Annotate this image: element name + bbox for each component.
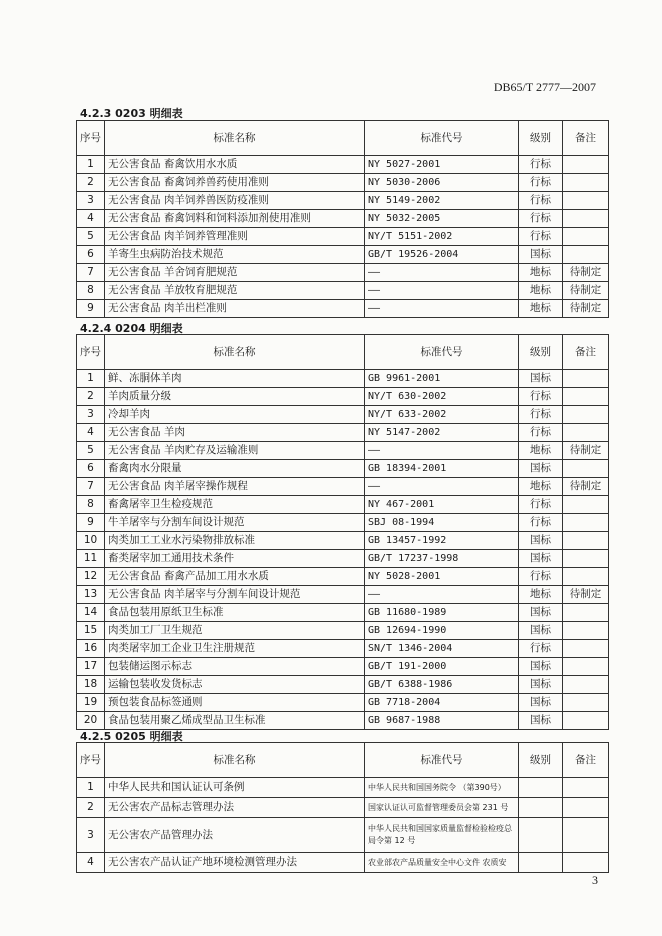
cell-seq: 14 [77,604,105,622]
header-seq: 序号 [77,121,105,156]
table-row [77,532,609,550]
cell-remark [563,192,609,210]
cell-remark: 待制定 [563,478,609,496]
cell-level: 国标 [519,460,563,478]
cell-level: 国标 [519,712,563,730]
cell-seq: 2 [77,174,105,192]
cell-remark: 待制定 [563,442,609,460]
cell-remark [563,622,609,640]
cell-code: NY/T 630-2002 [365,388,519,406]
cell-level: 地标 [519,300,563,318]
table-row [77,282,609,300]
table-row [77,514,609,532]
cell-level: 国标 [519,604,563,622]
table-row [77,192,609,210]
cell-seq: 4 [77,853,105,873]
cell-name: 无公害食品 肉羊饲养管理准则 [105,228,365,246]
cell-seq: 5 [77,442,105,460]
cell-code: —— [365,442,519,460]
cell-code: NY 5032-2005 [365,210,519,228]
cell-level: 地标 [519,282,563,300]
cell-code: SN/T 1346-2004 [365,640,519,658]
cell-code: —— [365,282,519,300]
cell-level: 地标 [519,442,563,460]
cell-name: 鲜、冻胴体羊肉 [105,370,365,388]
cell-seq: 11 [77,550,105,568]
cell-name: 无公害食品 畜禽饲料和饲料添加剂使用准则 [105,210,365,228]
cell-name: 肉类屠宰加工企业卫生注册规范 [105,640,365,658]
cell-seq: 6 [77,246,105,264]
cell-seq: 7 [77,264,105,282]
cell-level: 行标 [519,228,563,246]
cell-code: GB 12694-1990 [365,622,519,640]
section-title-0203: 4.2.3 0203 明细表 [80,107,183,120]
table-row [77,300,609,318]
cell-seq: 3 [77,818,105,853]
table-row [77,370,609,388]
section-title-0205: 4.2.5 0205 明细表 [80,730,183,743]
cell-name: 预包装食品标签通则 [105,694,365,712]
cell-name: 无公害食品 畜禽饮用水水质 [105,156,365,174]
cell-seq: 2 [77,388,105,406]
header-name: 标准名称 [105,335,365,370]
cell-name: 中华人民共和国认证认可条例 [105,778,365,798]
cell-remark [563,568,609,586]
header-name: 标准名称 [105,743,365,778]
cell-name: 畜禽肉水分限量 [105,460,365,478]
cell-seq: 4 [77,210,105,228]
table-row [77,478,609,496]
cell-seq: 20 [77,712,105,730]
cell-level: 国标 [519,246,563,264]
cell-code: NY/T 633-2002 [365,406,519,424]
cell-seq: 19 [77,694,105,712]
table-row [77,228,609,246]
cell-level: 国标 [519,370,563,388]
table-header-row [77,121,609,156]
table-row [77,694,609,712]
table-row [77,818,609,853]
cell-name: 羊寄生虫病防治技术规范 [105,246,365,264]
cell-remark: 待制定 [563,282,609,300]
cell-level: 行标 [519,640,563,658]
cell-name: 肉类加工工业水污染物排放标准 [105,532,365,550]
cell-code: GB/T 17237-1998 [365,550,519,568]
header-remark: 备注 [563,335,609,370]
cell-name: 无公害食品 畜禽产品加工用水水质 [105,568,365,586]
cell-name: 肉类加工厂卫生规范 [105,622,365,640]
cell-code: GB/T 191-2000 [365,658,519,676]
table-row [77,424,609,442]
cell-name: 畜类屠宰加工通用技术条件 [105,550,365,568]
cell-level: 地标 [519,586,563,604]
cell-remark [563,604,609,622]
cell-name: 无公害食品 肉羊屠宰与分割车间设计规范 [105,586,365,604]
cell-seq: 16 [77,640,105,658]
cell-level: 行标 [519,156,563,174]
table-row [77,658,609,676]
table-0205 [76,742,609,873]
cell-name: 无公害食品 肉羊出栏准则 [105,300,365,318]
cell-code: —— [365,300,519,318]
cell-level: 行标 [519,568,563,586]
cell-remark [563,778,609,798]
cell-seq: 7 [77,478,105,496]
cell-code: NY 5147-2002 [365,424,519,442]
section-title-0204: 4.2.4 0204 明细表 [80,322,183,335]
table-row [77,622,609,640]
cell-remark [563,174,609,192]
table-header-row [77,335,609,370]
cell-name: 牛羊屠宰与分割车间设计规范 [105,514,365,532]
cell-remark [563,853,609,873]
table-row [77,853,609,873]
cell-code: 中华人民共和国国务院令 （第390号） [365,778,519,798]
cell-name: 无公害农产品标志管理办法 [105,798,365,818]
cell-code: NY 5030-2006 [365,174,519,192]
table-row [77,174,609,192]
table-row [77,210,609,228]
cell-code: —— [365,478,519,496]
cell-level [519,853,563,873]
table-row [77,264,609,282]
table-row [77,640,609,658]
cell-code: GB 13457-1992 [365,532,519,550]
cell-seq: 12 [77,568,105,586]
cell-remark: 待制定 [563,264,609,282]
cell-seq: 1 [77,156,105,174]
cell-level: 行标 [519,174,563,192]
cell-seq: 9 [77,300,105,318]
cell-level: 地标 [519,264,563,282]
header-remark: 备注 [563,121,609,156]
cell-level [519,798,563,818]
cell-level: 行标 [519,388,563,406]
cell-level: 行标 [519,514,563,532]
cell-level: 行标 [519,192,563,210]
cell-remark [563,388,609,406]
cell-name: 包装储运图示标志 [105,658,365,676]
cell-code: —— [365,586,519,604]
cell-seq: 4 [77,424,105,442]
cell-name: 食品包装用原纸卫生标准 [105,604,365,622]
cell-remark [563,550,609,568]
cell-seq: 15 [77,622,105,640]
cell-remark [563,460,609,478]
header-code: 标准代号 [365,335,519,370]
table-header-row [77,743,609,778]
table-row [77,676,609,694]
cell-remark [563,424,609,442]
cell-name: 无公害食品 肉羊饲养兽医防疫准则 [105,192,365,210]
cell-remark [563,640,609,658]
cell-seq: 3 [77,192,105,210]
cell-level: 国标 [519,550,563,568]
cell-name: 冷却羊肉 [105,406,365,424]
table-row [77,388,609,406]
cell-code: 国家认证认可监督管理委员会第 231 号 [365,798,519,818]
header-code: 标准代号 [365,121,519,156]
cell-code: NY 5028-2001 [365,568,519,586]
header-name: 标准名称 [105,121,365,156]
cell-seq: 18 [77,676,105,694]
cell-level: 行标 [519,406,563,424]
table-row [77,712,609,730]
cell-level: 地标 [519,478,563,496]
cell-seq: 3 [77,406,105,424]
cell-level [519,778,563,798]
cell-name: 食品包装用聚乙烯成型品卫生标准 [105,712,365,730]
cell-seq: 9 [77,514,105,532]
table-row [77,442,609,460]
cell-name: 羊肉质量分级 [105,388,365,406]
cell-remark: 待制定 [563,586,609,604]
cell-remark [563,676,609,694]
cell-code: 农业部农产品质量安全中心文件 农质安 [365,853,519,873]
cell-remark [563,514,609,532]
cell-remark: 待制定 [563,300,609,318]
cell-level [519,818,563,853]
cell-remark [563,210,609,228]
cell-name: 无公害食品 羊放牧育肥规范 [105,282,365,300]
cell-code: NY/T 5151-2002 [365,228,519,246]
cell-name: 无公害食品 羊肉 [105,424,365,442]
cell-level: 国标 [519,676,563,694]
cell-remark [563,370,609,388]
cell-seq: 17 [77,658,105,676]
cell-name: 无公害食品 肉羊屠宰操作规程 [105,478,365,496]
cell-remark [563,496,609,514]
table-row [77,246,609,264]
cell-level: 国标 [519,658,563,676]
cell-level: 国标 [519,532,563,550]
cell-name: 无公害农产品管理办法 [105,818,365,853]
cell-remark [563,818,609,853]
cell-remark [563,532,609,550]
cell-level: 行标 [519,210,563,228]
cell-code: NY 5149-2002 [365,192,519,210]
cell-name: 无公害农产品认证产地环境检测管理办法 [105,853,365,873]
cell-seq: 10 [77,532,105,550]
table-0203 [76,120,609,318]
header-level: 级别 [519,743,563,778]
table-row [77,406,609,424]
cell-code: GB 7718-2004 [365,694,519,712]
cell-remark [563,228,609,246]
table-row [77,156,609,174]
cell-code: GB/T 6388-1986 [365,676,519,694]
cell-remark [563,246,609,264]
cell-code: NY 467-2001 [365,496,519,514]
cell-code: SBJ 08-1994 [365,514,519,532]
cell-remark [563,712,609,730]
cell-seq: 8 [77,496,105,514]
cell-level: 国标 [519,694,563,712]
cell-level: 国标 [519,622,563,640]
header-level: 级别 [519,335,563,370]
table-row [77,550,609,568]
cell-code: NY 5027-2001 [365,156,519,174]
table-row [77,496,609,514]
table-row [77,568,609,586]
cell-seq: 2 [77,798,105,818]
document-code: DB65/T 2777—2007 [493,80,596,94]
table-row [77,586,609,604]
cell-code: GB 18394-2001 [365,460,519,478]
cell-seq: 6 [77,460,105,478]
cell-level: 行标 [519,424,563,442]
table-row [77,604,609,622]
table-row [77,798,609,818]
cell-code: GB 11680-1989 [365,604,519,622]
cell-remark [563,406,609,424]
cell-remark [563,694,609,712]
cell-code: —— [365,264,519,282]
table-row [77,778,609,798]
cell-seq: 8 [77,282,105,300]
cell-name: 运输包装收发货标志 [105,676,365,694]
table-0204 [76,334,609,730]
cell-name: 无公害食品 羊舍饲育肥规范 [105,264,365,282]
table-row [77,460,609,478]
cell-remark [563,156,609,174]
cell-name: 无公害食品 羊肉贮存及运输准则 [105,442,365,460]
cell-remark [563,798,609,818]
cell-seq: 1 [77,778,105,798]
cell-code: 中华人民共和国国家质量监督检验检疫总局令第 12 号 [365,818,519,853]
cell-remark [563,658,609,676]
header-remark: 备注 [563,743,609,778]
cell-seq: 13 [77,586,105,604]
cell-code: GB/T 19526-2004 [365,246,519,264]
header-seq: 序号 [77,335,105,370]
cell-code: GB 9961-2001 [365,370,519,388]
header-seq: 序号 [77,743,105,778]
cell-name: 畜禽屠宰卫生检疫规范 [105,496,365,514]
page-number: 3 [592,873,598,887]
cell-seq: 1 [77,370,105,388]
header-code: 标准代号 [365,743,519,778]
cell-code: GB 9687-1988 [365,712,519,730]
header-level: 级别 [519,121,563,156]
cell-seq: 5 [77,228,105,246]
cell-level: 行标 [519,496,563,514]
cell-name: 无公害食品 畜禽饲养兽药使用准则 [105,174,365,192]
